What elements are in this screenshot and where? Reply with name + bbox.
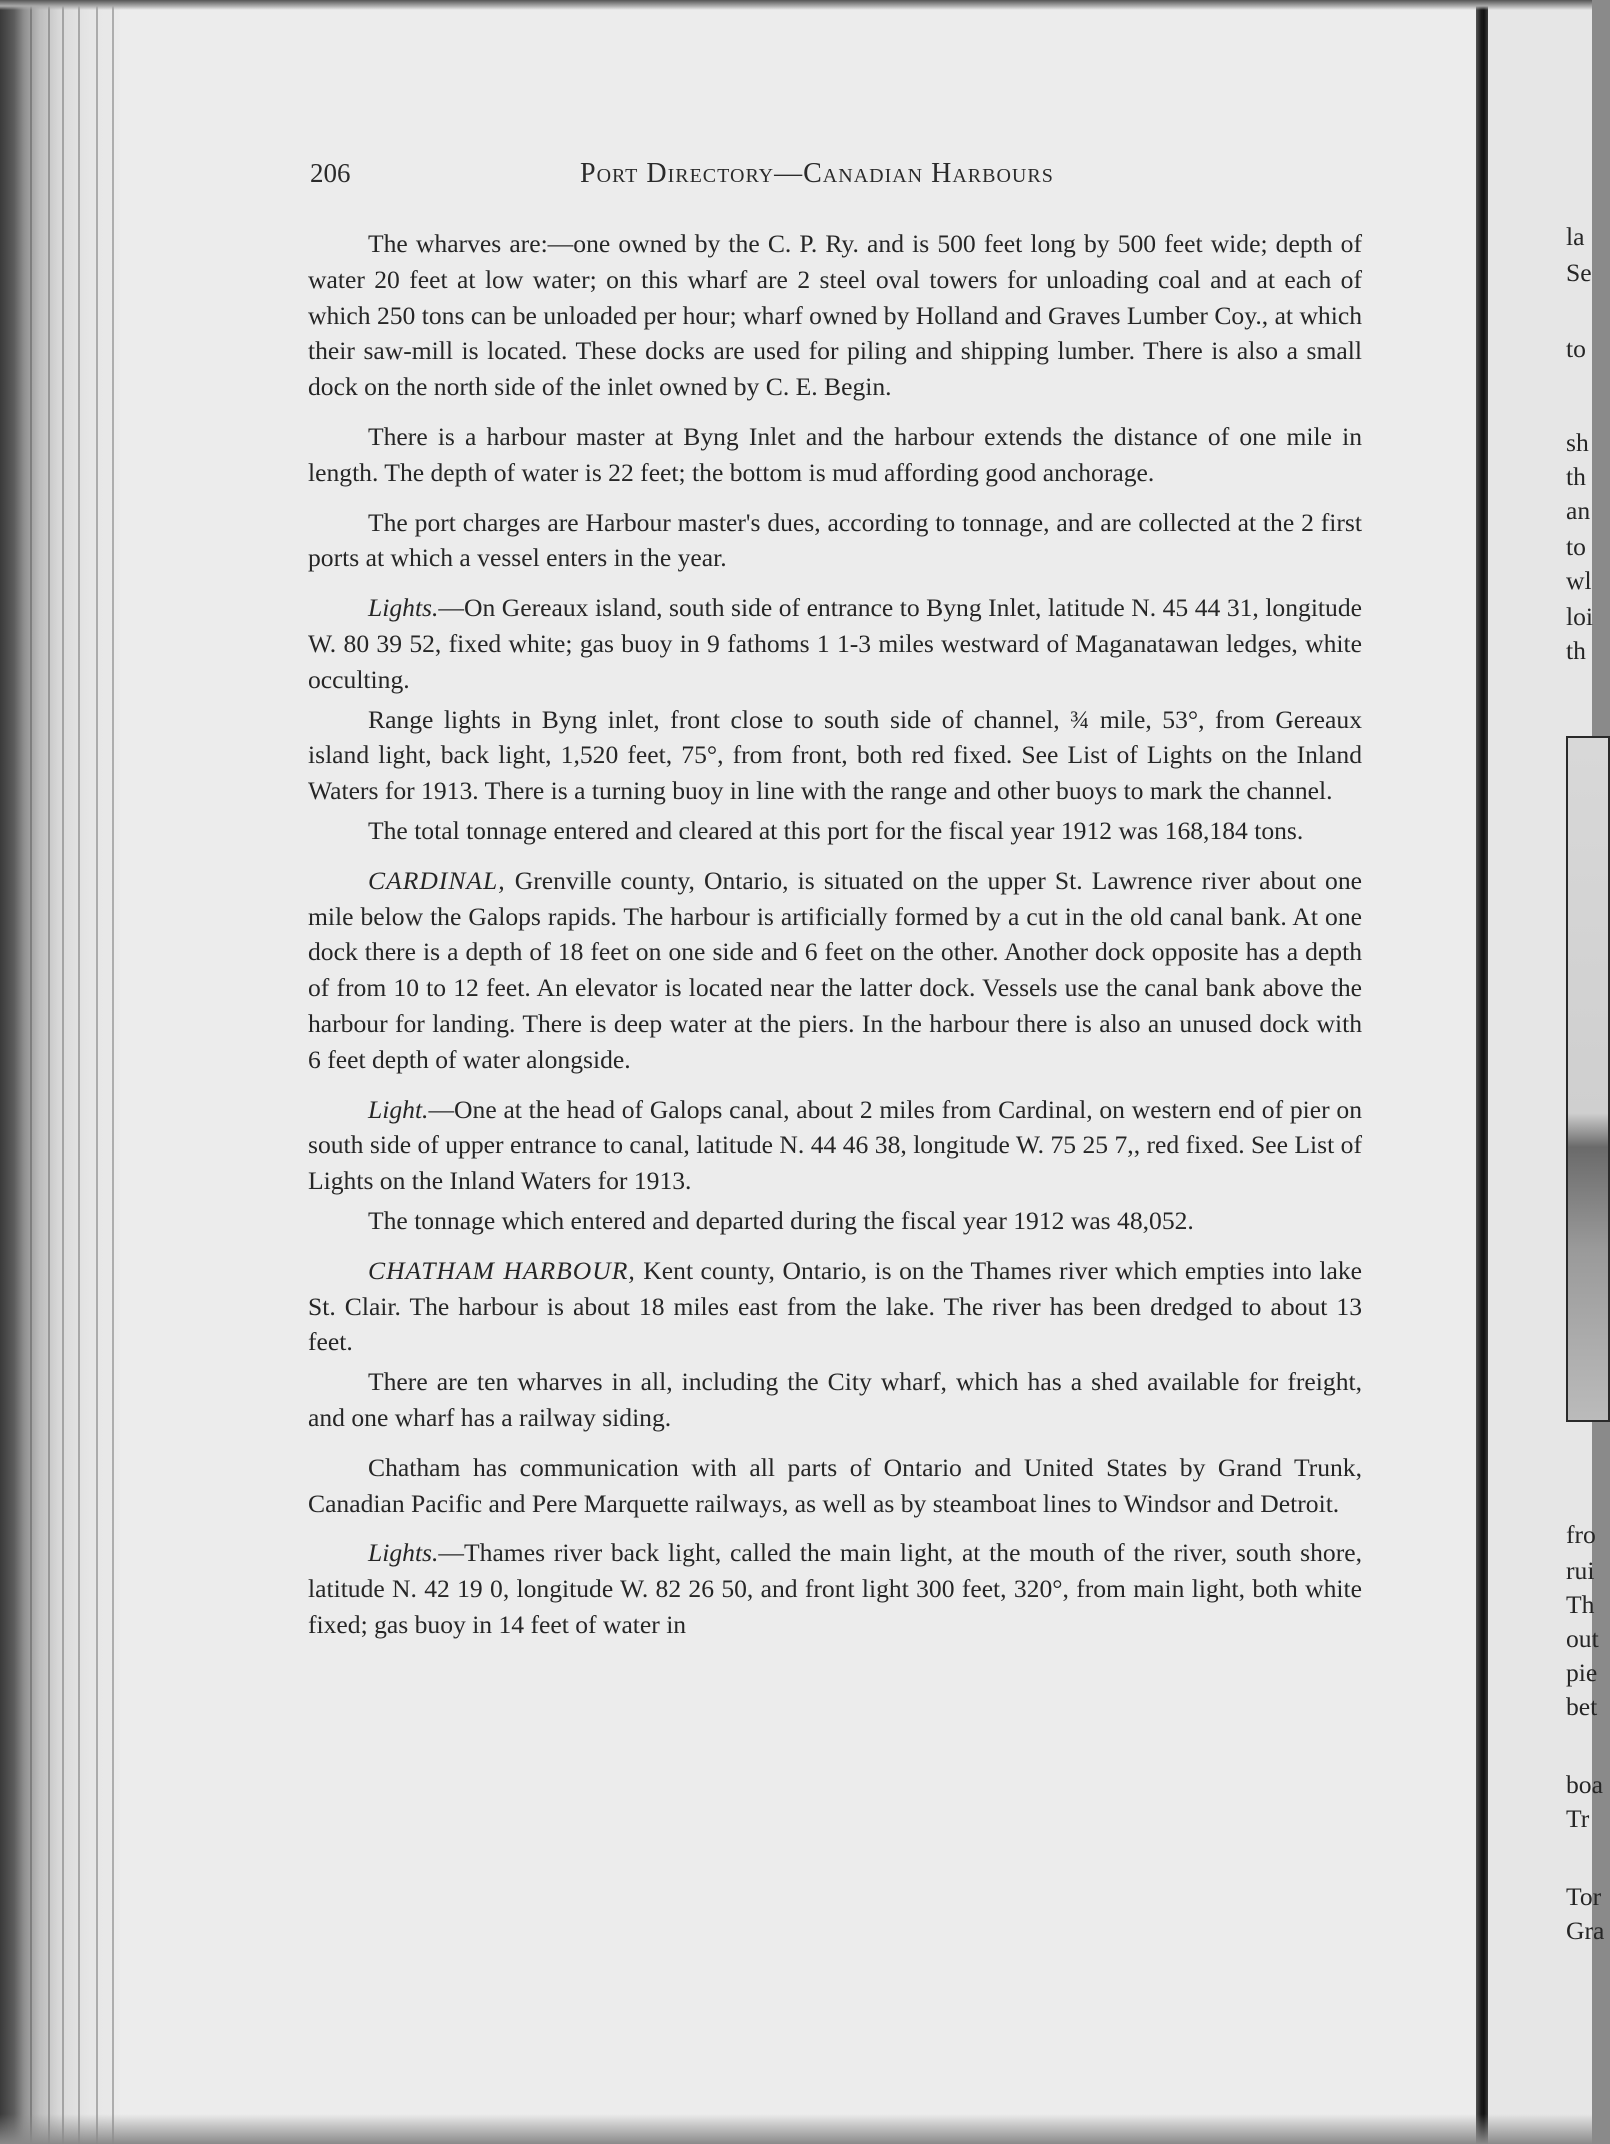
facing-fragment: la	[1566, 222, 1585, 251]
paragraph-wharves: The wharves are:—one owned by the C. P. Ry. and is 500 feet long by 500 feet wide; depth of water 20 feet at low water; on this wharf are 2 steel oval towers for unloading coal and at each of which 250 tons can be unloaded per hour; wharf owned by Holland and Graves Lumber Coy., at which their saw-mill is located. These docks are used for piling and shipping lumber. There is also a small dock on the north side of the inlet owned by C. E. Begin.	[308, 229, 1362, 402]
page-stack-edge	[0, 0, 140, 2144]
entry-name-cardinal: CARDINAL,	[368, 865, 506, 895]
paragraph-harbour-master: There is a harbour master at Byng Inlet and the harbour extends the distance of one mile in length. The depth of water is 22 feet; the bottom is mud affording good anchorage.	[308, 421, 1362, 487]
facing-fragment: pie	[1566, 1658, 1598, 1687]
running-title: Port Directory—Canadian Harbours	[580, 158, 1054, 189]
facing-fragment: to	[1566, 532, 1586, 561]
paragraph-range-lights: Range lights in Byng inlet, front close to south side of channel, ¾ mile, 53°, from Gereaux island light, back light, 1,520 feet, 75°, from front, both red fixed. See List of Lights on the Inland Waters for 1913. There is a turning buoy in line with the range and other buoys to mark the channel.	[308, 704, 1362, 806]
facing-fragment: Se	[1566, 258, 1592, 287]
lights-heading: Lights.	[368, 1538, 439, 1568]
paragraph-cardinal: CARDINAL, Grenville county, Ontario, is situated on the upper St. Lawrence river about one mile below the Galops rapids. The harbour is artificially formed by a cut in the old canal bank. At one dock there is a depth of 18 feet on one side and 6 feet on the other. Another dock opposite has a depth of from 10 to 12 feet. An elevator is located near the latter dock. Vessels use the canal bank above the harbour for landing. There is deep water at the piers. In the harbour there is also an unused dock with 6 feet depth of water alongside.	[308, 865, 1362, 1074]
facing-fragment: out	[1566, 1624, 1599, 1653]
lights-heading: Lights.	[368, 593, 439, 623]
book-gutter	[1476, 0, 1488, 2144]
facing-fragment: to	[1566, 334, 1586, 363]
paragraph-chatham: CHATHAM HARBOUR, Kent county, Ontario, is on the Thames river which empties into lake St. Clair. The harbour is about 18 miles east from the lake. The river has been dredged to about 13 feet.	[308, 1255, 1362, 1357]
facing-fragment: Gra	[1566, 1916, 1605, 1945]
light-heading: Light.	[368, 1094, 429, 1124]
bottom-shadow	[0, 2114, 1592, 2144]
facing-fragment: fro	[1566, 1520, 1596, 1549]
facing-fragment: loi	[1566, 602, 1594, 631]
facing-fragment: th	[1566, 462, 1586, 491]
top-shadow	[0, 0, 1592, 10]
facing-fragment: sh	[1566, 428, 1589, 457]
facing-fragment: rui	[1566, 1556, 1595, 1585]
paragraph-chatham-wharves: There are ten wharves in all, including the City wharf, which has a shed available for freight, and one wharf has a railway siding.	[308, 1367, 1362, 1432]
paragraph-port-charges: The port charges are Harbour master's dues, according to tonnage, and are collected at the 2 first ports at which a vessel enters in the year.	[308, 507, 1362, 573]
body-text	[308, 226, 1362, 1643]
paragraph-cardinal-light: Light.—One at the head of Galops canal, about 2 miles from Cardinal, on western end of pier on south side of upper entrance to canal, latitude N. 44 46 38, longitude W. 75 25 7,, red fixed. See List of Lights on the Inland Waters for 1913.	[308, 1094, 1362, 1196]
facing-fragment: an	[1566, 496, 1591, 525]
facing-fragment: th	[1566, 636, 1586, 665]
facing-fragment: wl	[1566, 566, 1592, 595]
entry-name-chatham: CHATHAM HARBOUR,	[368, 1255, 636, 1285]
facing-fragment: Tr	[1566, 1804, 1590, 1833]
facing-page-photograph	[1566, 736, 1610, 1422]
paragraph-byng-lights: Lights.—On Gereaux island, south side of entrance to Byng Inlet, latitude N. 45 44 31, longitude W. 80 39 52, fixed white; gas buoy in 9 fathoms 1 1-3 miles westward of Maganatawan ledges, white occulting.	[308, 593, 1362, 694]
paragraph-byng-tonnage: The total tonnage entered and cleared at this port for the fiscal year 1912 was 168,184 tons.	[368, 815, 1304, 845]
paragraph-chatham-lights: Lights.—Thames river back light, called the main light, at the mouth of the river, south shore, latitude N. 42 19 0, longitude W. 82 26 50, and front light 300 feet, 320°, from main light, both white fixed; gas buoy in 14 feet of water in	[308, 1538, 1362, 1639]
facing-fragment: boa	[1566, 1770, 1603, 1799]
running-head	[310, 158, 1360, 198]
paragraph-cardinal-tonnage: The tonnage which entered and departed during the fiscal year 1912 was 48,052.	[368, 1205, 1194, 1235]
page-number: 206	[310, 158, 351, 188]
facing-fragment: Tor	[1566, 1882, 1602, 1911]
facing-fragment: Th	[1566, 1590, 1595, 1619]
facing-fragment: bet	[1566, 1692, 1598, 1721]
paragraph-chatham-communication: Chatham has communication with all parts of Ontario and United States by Grand Trunk, Canadian Pacific and Pere Marquette railways, as well as by steamboat lines to Windsor and Detroit.	[308, 1452, 1362, 1518]
